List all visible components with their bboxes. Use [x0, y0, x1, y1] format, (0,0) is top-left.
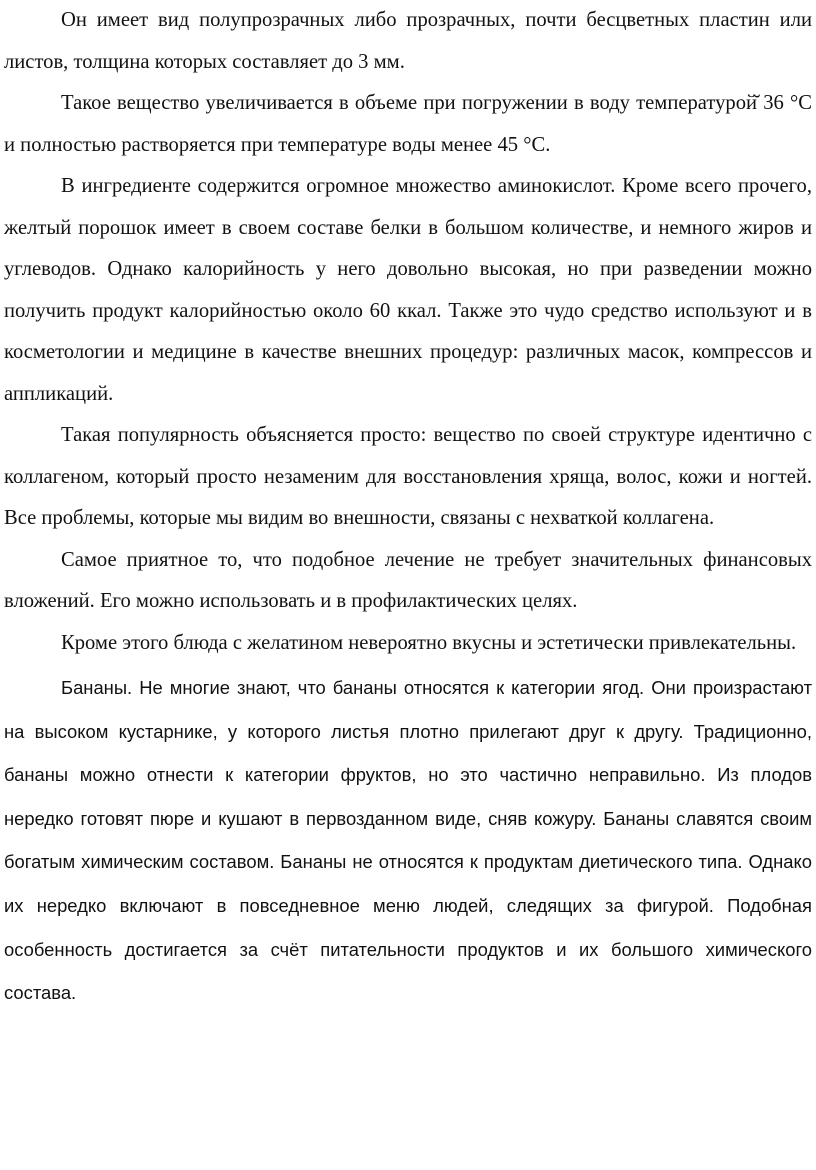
paragraph-gelatin-appearance: Он имеет вид полупрозрачных либо прозрачных, почти бесцветных пластин или листов, толщина которых составляет до 3 мм. [4, 9, 812, 73]
paragraph-bananas: Бананы. Не многие знают, что бананы относятся к категории ягод. Они произрастают на высоком кустарнике, у которого листья плотно прилегают друг к другу. Традиционно, бананы можно отнести к категории фруктов, но это частично неправильно. Из плодов нередко готовят пюре и кушают в первозданном виде, сняв кожуру. Бананы славятся своим богатым химическим составом. Бананы не относятся к продуктам диетического типа. Однако их нередко включают в повседневное меню людей, следящих за фигурой. Подобная особенность достигается за счёт питательности продуктов и их большого химического состава. [4, 677, 812, 1004]
paragraph-gelatin-collagen: Такая популярность объясняется просто: вещество по своей структуре идентично с коллагеном, который просто незаменим для восстановления хряща, волос, кожи и ногтей. Все проблемы, которые мы видим во внешности, связаны с нехваткой коллагена. [4, 424, 812, 529]
paragraph-gelatin-temperature: Такое вещество увеличивается в объеме при погружении в воду температурой̆ 36 °С и полностью растворяется при температуре воды менее 45 °С. [4, 92, 812, 156]
paragraph-gelatin-cost: Самое приятное то, что подобное лечение не требует значительных финансовых вложений. Его можно использовать и в профилактических целях. [4, 548, 812, 612]
paragraph-gelatin-dishes: Кроме этого блюда с желатином невероятно вкусны и эстетически привлекательны. [61, 631, 797, 654]
paragraph-gelatin-composition: В ингредиенте содержится огромное множество аминокислот. Кроме всего прочего, желтый порошок имеет в своем составе белки в большом количестве, и немного жиров и углеводов. Однако калорийность у него довольно высокая, но при разведении можно получить продукт калорийностью около 60 ккал. Также это чудо средство используют и в косметологии и медицине в качестве внешних процедур: различных масок, компрессов и аппликаций. [4, 175, 812, 405]
